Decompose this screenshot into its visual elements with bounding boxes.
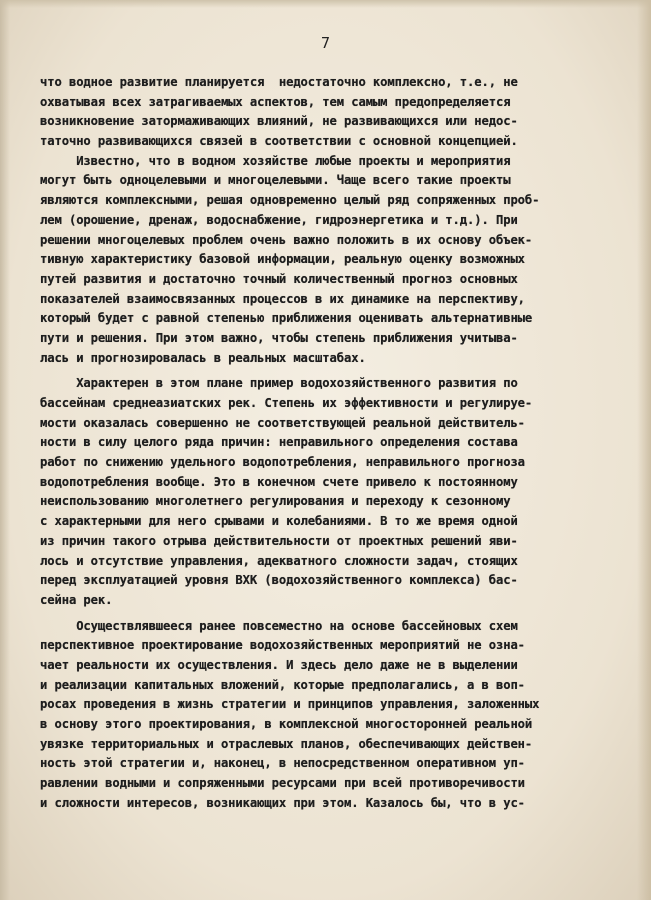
text-line: Осуществлявшееся ранее повсеместно на основе бассейновых схем — [40, 618, 518, 633]
text-line: в основу этого проектирования, в комплексной многосторонней реальной — [40, 717, 533, 731]
text-line: с характерными для него срывами и колебаниями. В то же время одной — [40, 514, 518, 529]
paper-edge-right — [637, 0, 651, 900]
paragraph — [40, 617, 620, 814]
text-line: охватывая всех затрагиваемых аспектов, тем самым предопределяется — [40, 94, 511, 109]
text-line: таточно развивающихся связей в соответствии с основной концепцией. — [40, 134, 518, 149]
text-line: чает реальности их осуществления. И здесь дело даже не в выделении — [40, 657, 518, 672]
text-line: являются комплексными, решая одновременно целый ряд сопряженных проб- — [40, 193, 540, 208]
text-line: решении многоцелевых проблем очень важно положить в их основу объек- — [40, 232, 533, 247]
text-line: ность этой стратегии и, наконец, в непосредственном оперативном уп- — [40, 756, 525, 771]
text-line: из причин такого отрыва действительности от проектных решений яви- — [40, 533, 518, 548]
text-line: ности в силу целого ряда причин: неправильного определения состава — [40, 435, 518, 450]
paragraph — [40, 374, 620, 610]
text-line: сейна рек. — [40, 592, 113, 607]
text-line: неиспользованию многолетнего регулирования и переходу к сезонному — [40, 494, 511, 509]
text-line: лась и прогнозировалась в реальных масштабах. — [40, 350, 366, 365]
text-line: тивную характеристику базовой информации, реальную оценку возможных — [40, 252, 525, 267]
text-line: росах проведения в жизнь стратегии и принципов управления, заложенных — [40, 697, 540, 712]
text-line: лось и отсутствие управления, адекватного сложности задач, стоящих — [40, 553, 518, 568]
text-line: путей развития и достаточно точный количественный прогноз основных — [40, 271, 518, 286]
text-line: равлении водными и сопряженными ресурсами при всей противоречивости — [40, 776, 525, 791]
text-line: возникновение затормаживающих влияний, не развивающихся или недос- — [40, 114, 518, 129]
text-line: Известно, что в водном хозяйстве любые проекты и мероприятия — [40, 153, 511, 168]
text-line: работ по снижению удельного водопотребления, неправильного прогноза — [40, 455, 525, 470]
paper-edge-left — [0, 0, 10, 900]
paragraph — [40, 73, 620, 152]
text-line: мости оказалась совершенно не соответствующей реальной действитель- — [40, 415, 525, 430]
text-line: что водное развитие планируется недостаточно комплексно, т.е., не — [40, 75, 518, 89]
page-number: 7 — [320, 34, 331, 52]
text-line: Характерен в этом плане пример водохозяйственного развития по — [40, 376, 518, 391]
typewritten-text-body — [40, 73, 620, 813]
text-line: могут быть одноцелевыми и многоцелевыми. Чаще всего такие проекты — [40, 173, 511, 188]
paragraph — [40, 152, 620, 369]
text-line: и реализации капитальных вложений, которые предполагались, а в воп- — [40, 677, 525, 692]
text-line: перед эксплуатацией уровня ВХК (водохозяйственного комплекса) бас- — [40, 573, 518, 588]
text-line: увязке территориальных и отраслевых планов, обеспечивающих действен- — [40, 736, 533, 751]
text-line: показателей взаимосвязанных процессов в их динамике на перспективу, — [40, 291, 525, 306]
text-line: бассейнам среднеазиатских рек. Степень их эффективности и регулируе- — [40, 396, 533, 410]
text-line: лем (орошение, дренаж, водоснабжение, гидроэнергетика и т.д.). При — [40, 212, 518, 227]
text-line: который будет с равной степенью приближения оценивать альтернативные — [40, 311, 533, 326]
paper-edge-top — [0, 0, 651, 8]
text-line: и сложности интересов, возникающих при этом. Казалось бы, что в ус- — [40, 795, 525, 810]
text-line: водопотребления вообще. Это в конечном счете привело к постоянному — [40, 474, 518, 489]
text-line: перспективное проектирование водохозяйственных мероприятий не озна- — [40, 638, 525, 653]
text-line: пути и решения. При этом важно, чтобы степень приближения учитыва- — [40, 330, 518, 345]
